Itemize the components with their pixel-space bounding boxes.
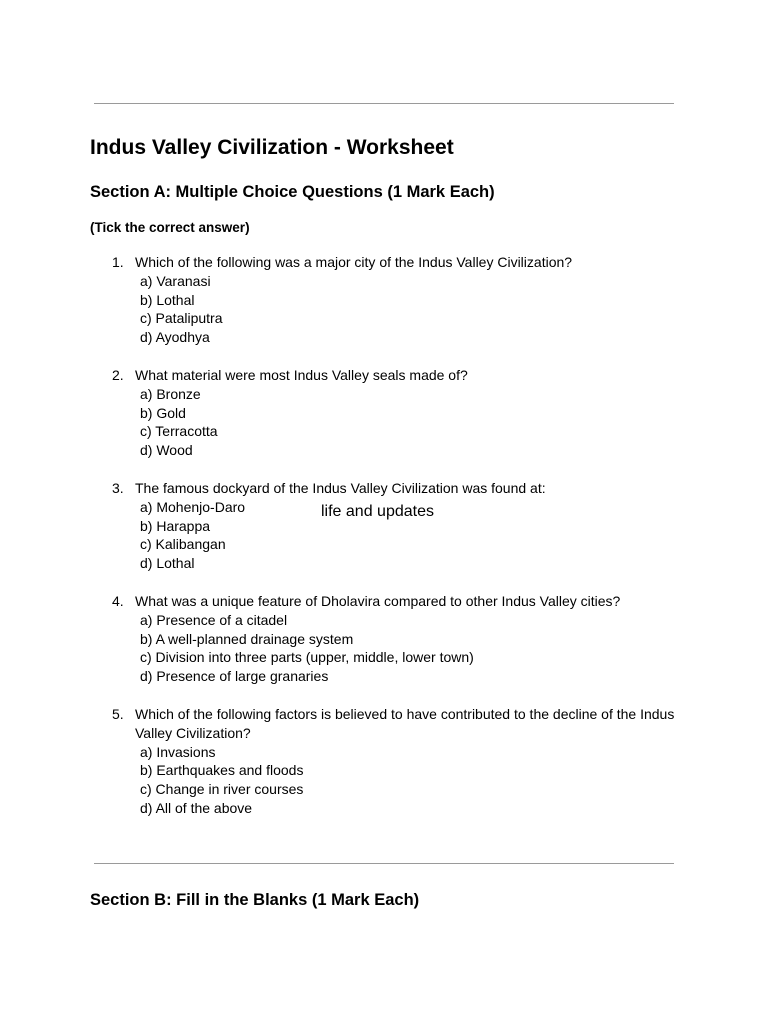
option-c[interactable]: c) Terracotta [140, 423, 218, 440]
worksheet-title: Indus Valley Civilization - Worksheet [90, 136, 454, 159]
question-3 [112, 479, 682, 573]
option-list [112, 611, 682, 686]
question-text: Which of the following factors is believed to have contributed to the decline of the Indus Valley Civilization? [135, 706, 675, 741]
question-5 [112, 705, 682, 818]
question-4 [112, 592, 682, 686]
question-text: The famous dockyard of the Indus Valley Civilization was found at: [135, 480, 546, 496]
option-a[interactable]: a) Presence of a citadel [140, 611, 288, 628]
section-divider [94, 863, 674, 864]
question-text: What was a unique feature of Dholavira compared to other Indus Valley cities? [135, 593, 621, 609]
option-d[interactable]: d) All of the above [140, 799, 253, 816]
option-list [112, 385, 682, 460]
question-2 [112, 366, 682, 460]
question-number: 3. [112, 480, 124, 496]
question-number: 4. [112, 593, 124, 609]
option-d[interactable]: d) Presence of large granaries [140, 668, 329, 685]
question-number: 5. [112, 706, 124, 722]
option-c[interactable]: c) Pataliputra [140, 310, 223, 327]
option-a[interactable]: a) Mohenjo-Daro [140, 498, 246, 515]
option-d[interactable]: d) Lothal [140, 555, 195, 572]
option-list [112, 743, 682, 818]
option-d[interactable]: d) Wood [140, 442, 193, 459]
option-b[interactable]: b) A well-planned drainage system [140, 630, 354, 647]
option-a[interactable]: a) Invasions [140, 743, 216, 760]
option-c[interactable]: c) Division into three parts (upper, middle, lower town) [140, 649, 474, 666]
overlay-caption: life and updates [321, 503, 434, 520]
option-b[interactable]: b) Gold [140, 404, 186, 421]
question-number: 2. [112, 367, 124, 383]
top-divider [94, 103, 674, 104]
option-c[interactable]: c) Change in river courses [140, 781, 304, 798]
option-b[interactable]: b) Earthquakes and floods [140, 762, 304, 779]
question-number: 1. [112, 254, 124, 270]
option-b[interactable]: b) Harappa [140, 517, 211, 534]
section-a-heading: Section A: Multiple Choice Questions (1 Mark Each) [90, 183, 495, 201]
option-c[interactable]: c) Kalibangan [140, 536, 226, 553]
option-d[interactable]: d) Ayodhya [140, 329, 210, 346]
question-text: What material were most Indus Valley seals made of? [135, 367, 468, 383]
section-a-instruction: (Tick the correct answer) [90, 220, 250, 235]
question-1 [112, 253, 682, 347]
section-b-heading: Section B: Fill in the Blanks (1 Mark Each) [90, 891, 420, 909]
question-text: Which of the following was a major city of the Indus Valley Civilization? [135, 254, 573, 270]
option-a[interactable]: a) Bronze [140, 385, 201, 402]
option-b[interactable]: b) Lothal [140, 291, 195, 308]
option-list [112, 272, 682, 347]
option-a[interactable]: a) Varanasi [140, 272, 211, 289]
